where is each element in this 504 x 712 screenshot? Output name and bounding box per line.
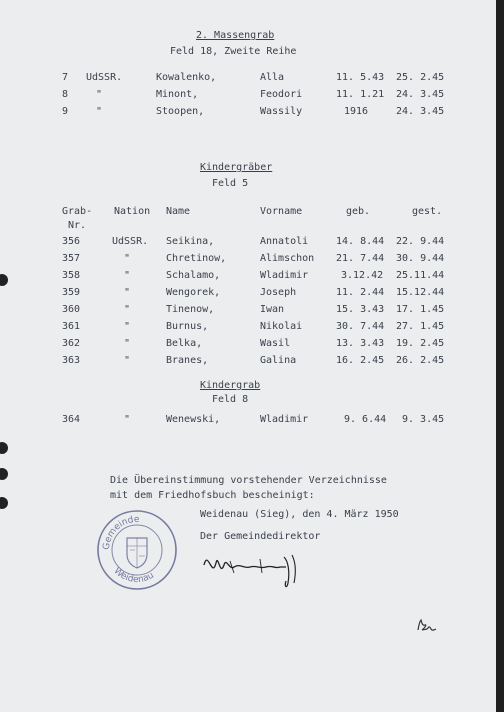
row-geb: 15. 3.43 (336, 304, 385, 315)
punch-hole (0, 468, 8, 480)
row-name: Minont, (156, 89, 199, 100)
row-name: Chretinow, (166, 253, 227, 264)
row-nr: 357 (62, 253, 81, 264)
section3-heading: Kindergrab (200, 380, 261, 391)
row-nr: 363 (62, 355, 81, 366)
signatory-title: Der Gemeindedirektor (200, 531, 321, 542)
row-geb: 1916 (344, 106, 369, 117)
row-gest: 26. 2.45 (396, 355, 445, 366)
punch-hole (0, 274, 8, 286)
row-nr: 8 (62, 89, 69, 100)
header-nation: Nation (114, 206, 151, 217)
row-nation: " (124, 321, 131, 332)
svg-text:Gemeinde: Gemeinde (101, 514, 140, 551)
section1-heading: 2. Massengrab (196, 30, 275, 41)
certification-line-2: mit dem Friedhofsbuch bescheinigt: (110, 490, 315, 501)
row-nation: " (124, 355, 131, 366)
row-gest: 22. 9.44 (396, 236, 445, 247)
row-gest: 25. 2.45 (396, 72, 445, 83)
row-geb: 11. 2.44 (336, 287, 385, 298)
row-nation: " (124, 270, 131, 281)
header-vorname: Vorname (260, 206, 303, 217)
certification-line-1: Die Übereinstimmung vorstehender Verzeichnisse (110, 475, 387, 486)
row-vorname: Wassily (260, 106, 303, 117)
row-nr: 362 (62, 338, 81, 349)
row-geb: 3.12.42 (341, 270, 384, 281)
header-nr: Nr. (68, 220, 87, 231)
row-gest: 19. 2.45 (396, 338, 445, 349)
row-nr: 358 (62, 270, 81, 281)
row-geb: 16. 2.45 (336, 355, 385, 366)
row-nr: 364 (62, 414, 81, 425)
row-name: Wengorek, (166, 287, 221, 298)
row-name: Tinenow, (166, 304, 215, 315)
row-nr: 7 (62, 72, 69, 83)
row-name: Belka, (166, 338, 203, 349)
row-gest: 27. 1.45 (396, 321, 445, 332)
row-geb: 11. 5.43 (336, 72, 385, 83)
row-gest: 24. 3.45 (396, 89, 445, 100)
row-name: Seikina, (166, 236, 215, 247)
row-geb: 14. 8.44 (336, 236, 385, 247)
row-vorname: Annatoli (260, 236, 309, 247)
row-gest: 9. 3.45 (402, 414, 445, 425)
row-name: Stoopen, (156, 106, 205, 117)
row-nation: " (124, 253, 131, 264)
row-gest: 30. 9.44 (396, 253, 445, 264)
row-nr: 360 (62, 304, 81, 315)
row-nr: 356 (62, 236, 81, 247)
row-nr: 359 (62, 287, 81, 298)
row-gest: 24. 3.45 (396, 106, 445, 117)
row-vorname: Nikolai (260, 321, 303, 332)
header-grab: Grab- (62, 206, 93, 217)
row-geb: 9. 6.44 (344, 414, 387, 425)
row-nation: " (96, 89, 103, 100)
row-vorname: Feodori (260, 89, 303, 100)
row-vorname: Wasil (260, 338, 291, 349)
row-nation: " (96, 106, 103, 117)
svg-text:Weidenau: Weidenau (111, 566, 156, 586)
row-name: Kowalenko, (156, 72, 217, 83)
section1-subheading: Feld 18, Zweite Reihe (170, 46, 297, 57)
row-nation: UdSSR. (112, 236, 149, 247)
row-gest: 17. 1.45 (396, 304, 445, 315)
row-vorname: Wladimir (260, 414, 309, 425)
row-nr: 361 (62, 321, 81, 332)
section2-heading: Kindergräber (200, 162, 273, 173)
row-vorname: Alimschon (260, 253, 315, 264)
row-name: Branes, (166, 355, 209, 366)
row-nr: 9 (62, 106, 69, 117)
header-gest: gest. (412, 206, 443, 217)
place-date: Weidenau (Sieg), den 4. März 1950 (200, 509, 399, 520)
handwritten-initials (415, 618, 439, 638)
row-nation: " (124, 287, 131, 298)
punch-hole (0, 497, 8, 509)
row-vorname: Joseph (260, 287, 297, 298)
row-name: Schalamo, (166, 270, 221, 281)
row-vorname: Alla (260, 72, 285, 83)
punch-hole (0, 442, 8, 454)
row-geb: 13. 3.43 (336, 338, 385, 349)
row-nation: " (124, 414, 131, 425)
row-name: Wenewski, (166, 414, 221, 425)
row-gest: 25.11.44 (396, 270, 445, 281)
section3-subheading: Feld 8 (212, 394, 249, 405)
section2-subheading: Feld 5 (212, 178, 249, 189)
header-name: Name (166, 206, 191, 217)
row-vorname: Wladimir (260, 270, 309, 281)
row-geb: 11. 1.21 (336, 89, 385, 100)
row-vorname: Galina (260, 355, 297, 366)
row-nation: UdSSR. (86, 72, 123, 83)
signature (200, 543, 310, 595)
row-geb: 21. 7.44 (336, 253, 385, 264)
row-geb: 30. 7.44 (336, 321, 385, 332)
row-nation: " (124, 304, 131, 315)
row-gest: 15.12.44 (396, 287, 445, 298)
row-name: Burnus, (166, 321, 209, 332)
header-geb: geb. (346, 206, 371, 217)
row-nation: " (124, 338, 131, 349)
official-stamp (95, 508, 179, 596)
row-vorname: Iwan (260, 304, 285, 315)
